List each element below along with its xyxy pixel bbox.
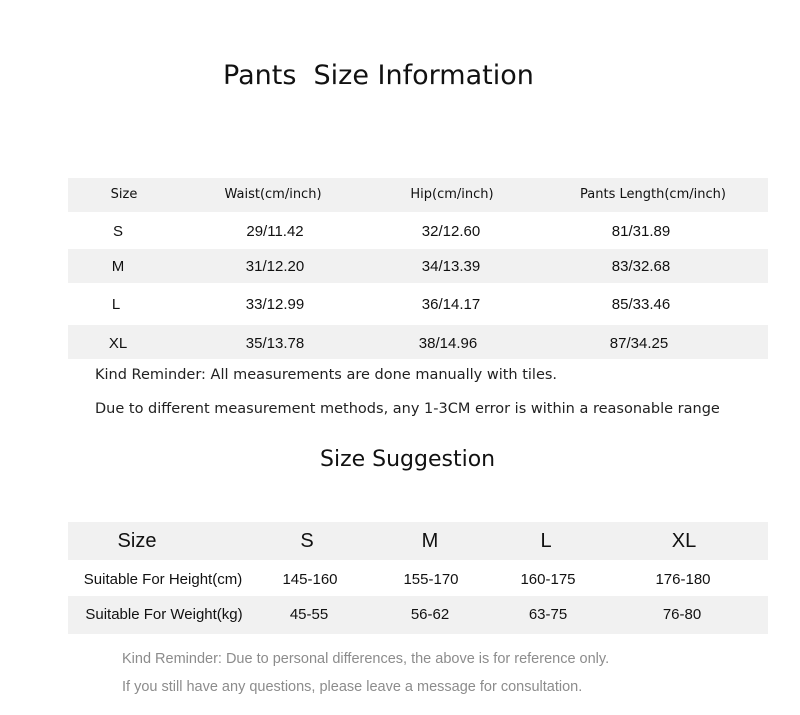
cell-weight-m: 56-62	[410, 606, 450, 623]
header-size: Size	[110, 187, 138, 202]
header-pants-length: Pants Length(cm/inch)	[580, 187, 726, 202]
size-suggestion-title: Size Suggestion	[320, 447, 496, 472]
header-waist: Waist(cm/inch)	[224, 187, 322, 202]
cell-waist: 31/12.20	[245, 258, 305, 275]
cell-hip: 38/14.96	[418, 335, 478, 352]
cell-waist: 33/12.99	[245, 296, 305, 313]
cell-waist: 29/11.42	[246, 223, 304, 240]
cell-length: 81/31.89	[611, 223, 671, 240]
cell-weight-s: 45-55	[289, 606, 329, 623]
header-xl: XL	[671, 530, 697, 552]
table-header-band	[68, 522, 768, 560]
cell-length: 85/33.46	[611, 296, 671, 313]
cell-length: 83/32.68	[611, 258, 671, 275]
cell-hip: 32/12.60	[421, 223, 481, 240]
row-label-weight: Suitable For Weight(kg)	[85, 606, 243, 623]
cell-weight-l: 63-75	[528, 606, 568, 623]
measurement-reminder: Kind Reminder: All measurements are done manually with tiles.	[95, 367, 558, 383]
cell-size: S	[112, 223, 124, 240]
cell-hip: 36/14.17	[421, 296, 481, 313]
cell-weight-xl: 76-80	[662, 606, 702, 623]
cell-size: M	[111, 258, 125, 275]
cell-size: L	[111, 296, 121, 313]
header-size: Size	[117, 530, 157, 552]
reference-reminder: Kind Reminder: Due to personal differences, the above is for reference only.	[122, 651, 610, 667]
cell-height-m: 155-170	[403, 571, 459, 588]
cell-height-xl: 176-180	[655, 571, 711, 588]
header-l: L	[540, 530, 552, 552]
cell-waist: 35/13.78	[245, 335, 305, 352]
consultation-note: If you still have any questions, please leave a message for consultation.	[122, 679, 583, 695]
cell-length: 87/34.25	[609, 335, 669, 352]
pants-size-title: Pants Size Information	[223, 60, 534, 91]
cell-size: XL	[108, 335, 128, 352]
measurement-error-note: Due to different measurement methods, any 1-3CM error is within a reasonable range	[95, 401, 720, 417]
cell-height-s: 145-160	[282, 571, 338, 588]
row-label-height: Suitable For Height(cm)	[83, 571, 243, 588]
header-s: S	[300, 530, 314, 552]
header-m: M	[421, 530, 439, 552]
header-hip: Hip(cm/inch)	[410, 187, 494, 202]
cell-height-l: 160-175	[520, 571, 576, 588]
cell-hip: 34/13.39	[421, 258, 481, 275]
